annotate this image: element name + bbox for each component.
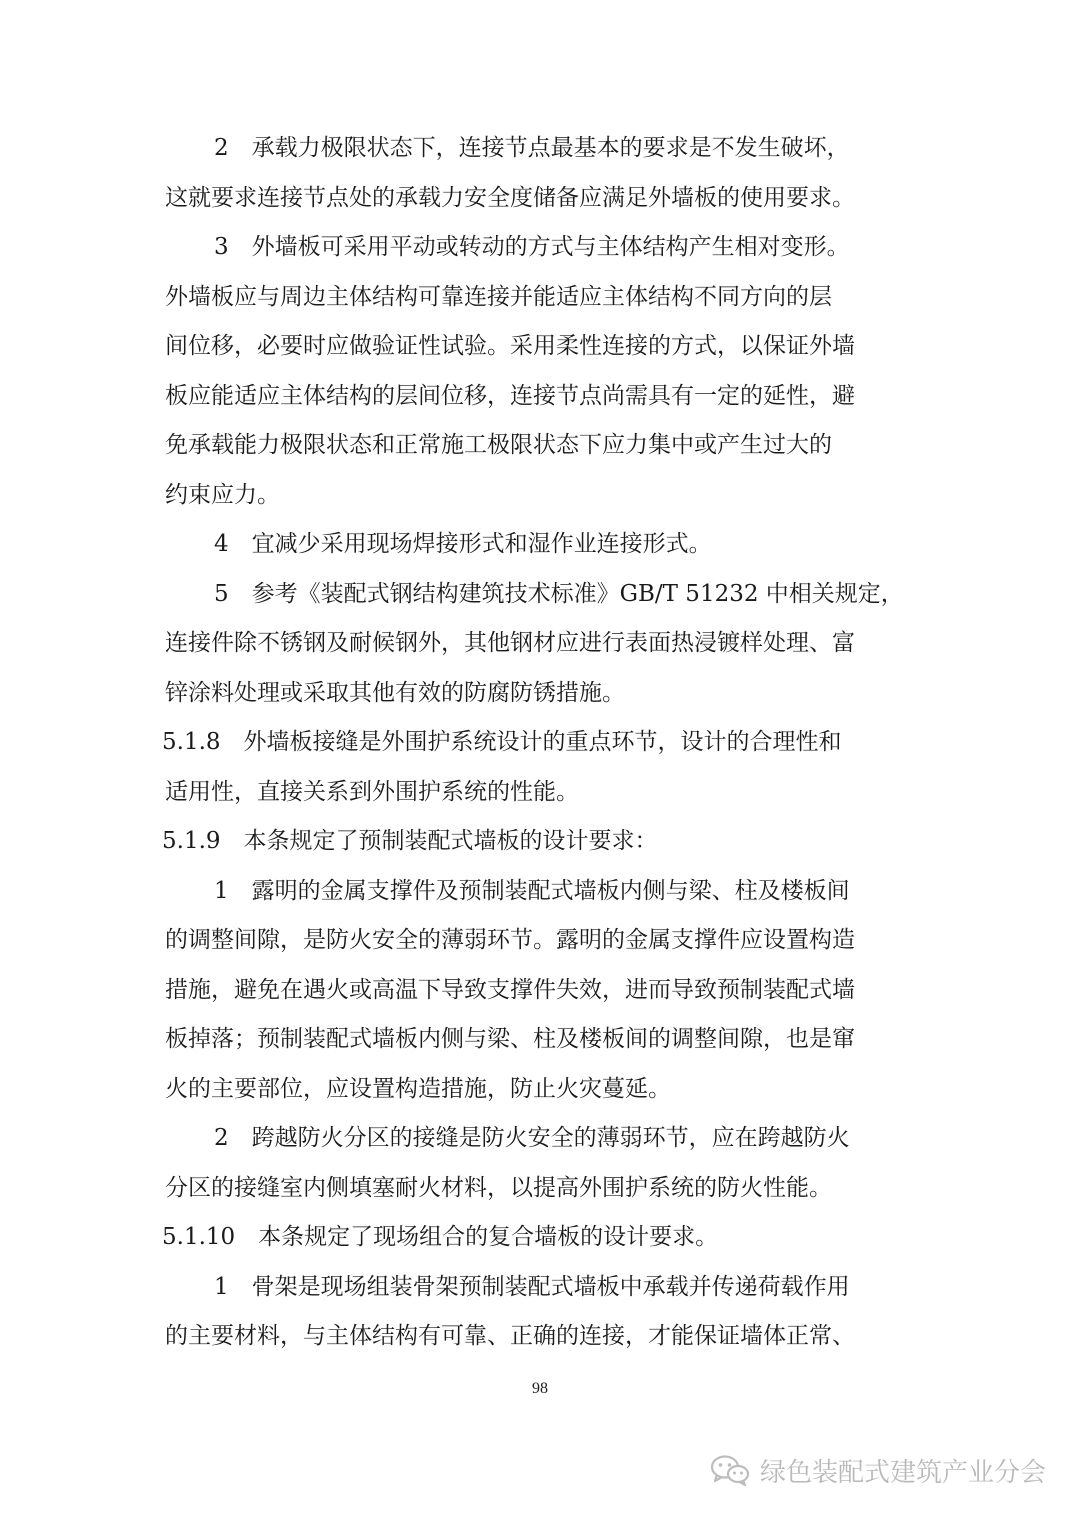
- text-line: 4 宜减少采用现场焊接形式和湿作业连接形式。: [214, 531, 712, 557]
- text-line: 3 外墙板可采用平动或转动的方式与主体结构产生相对变形。: [214, 234, 850, 260]
- text-line: 这就要求连接节点处的承载力安全度储备应满足外墙板的使用要求。: [165, 185, 855, 211]
- wechat-icon: [710, 1453, 750, 1487]
- text-line: 措施，避免在遇火或高温下导致支撑件失效，进而导致预制装配式墙: [165, 977, 855, 1003]
- text-line: 连接件除不锈钢及耐候钢外，其他钢材应进行表面热浸镀样处理、富: [165, 630, 855, 656]
- watermark-text: 绿色装配式建筑产业分会: [759, 1457, 1046, 1488]
- text-line: 适用性，直接关系到外围护系统的性能。: [165, 779, 579, 805]
- text-line: 的主要材料，与主体结构有可靠、正确的连接，才能保证墙体正常、: [165, 1323, 855, 1349]
- text-line: 免承载能力极限状态和正常施工极限状态下应力集中或产生过大的: [165, 432, 832, 458]
- page-number: 98: [532, 1380, 548, 1397]
- text-line: 1 露明的金属支撑件及预制装配式墙板内侧与梁、柱及楼板间: [214, 878, 850, 904]
- text-line: 火的主要部位，应设置构造措施，防止火灾蔓延。: [165, 1076, 671, 1102]
- text-line: 的调整间隙，是防火安全的薄弱环节。露明的金属支撑件应设置构造: [165, 927, 855, 953]
- text-line: 间位移，必要时应做验证性试验。采用柔性连接的方式，以保证外墙: [165, 333, 855, 359]
- text-line: 约束应力。: [165, 482, 280, 508]
- section-heading-line: 5.1.8 外墙板接缝是外围护系统设计的重点环节，设计的合理性和: [162, 729, 842, 755]
- watermark: [710, 1450, 1046, 1490]
- text-line: 锌涂料处理或采取其他有效的防腐防锈措施。: [165, 680, 625, 706]
- text-line: 外墙板应与周边主体结构可靠连接并能适应主体结构不同方向的层: [165, 284, 832, 310]
- text-line: 板掉落；预制装配式墙板内侧与梁、柱及楼板间的调整间隙，也是窜: [165, 1026, 855, 1052]
- section-heading-line: 5.1.10 本条规定了现场组合的复合墙板的设计要求。: [162, 1224, 719, 1250]
- text-line: 2 承载力极限状态下，连接节点最基本的要求是不发生破坏，: [214, 135, 850, 161]
- text-line: 2 跨越防火分区的接缝是防火安全的薄弱环节，应在跨越防火: [214, 1125, 850, 1151]
- section-heading-line: 5.1.9 本条规定了预制装配式墙板的设计要求：: [162, 828, 658, 854]
- text-line: 5 参考《装配式钢结构建筑技术标准》GB/T 51232 中相关规定，: [214, 581, 904, 607]
- text-line: 1 骨架是现场组装骨架预制装配式墙板中承载并传递荷载作用: [214, 1274, 850, 1300]
- text-line: 分区的接缝室内侧填塞耐火材料，以提高外围护系统的防火性能。: [165, 1175, 832, 1201]
- text-line: 板应能适应主体结构的层间位移，连接节点尚需具有一定的延性，避: [165, 383, 855, 409]
